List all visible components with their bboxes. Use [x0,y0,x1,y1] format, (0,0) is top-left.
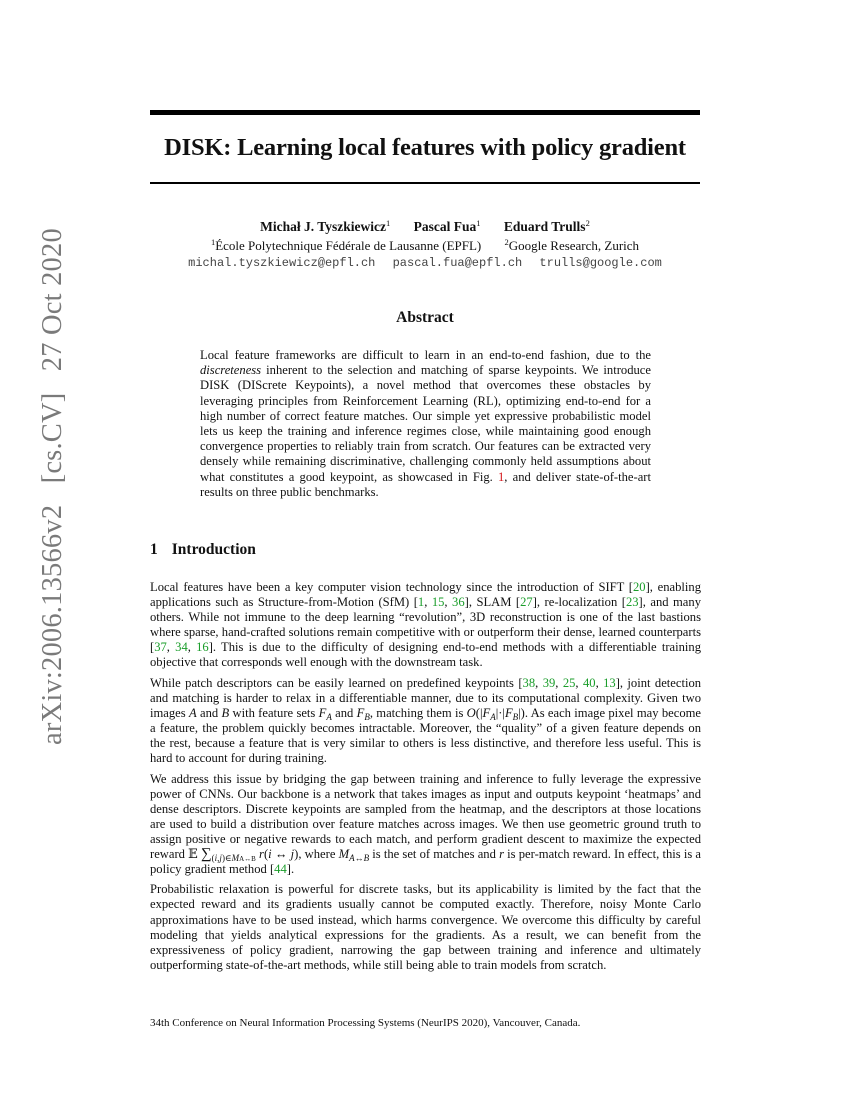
section-heading: 1 Introduction [150,541,256,558]
math-variable: r [499,846,504,861]
citation-link[interactable]: 40 [582,675,596,690]
citation-link[interactable]: 1 [417,595,425,610]
citation-link[interactable]: 36 [452,595,465,610]
text-run: ]. [286,862,295,877]
email[interactable]: michal.tyszkiewicz@epfl.ch [188,256,376,270]
author-list [150,219,700,235]
citation-link[interactable]: 15 [431,595,445,610]
affiliation: $^1$École Polytechnique Fédérale de Lausanne (EPFL) [210,237,482,253]
text-run: ], enabling applications such as Structure-from-Motion (SfM) [ [150,580,701,610]
text-run: , [444,595,453,610]
paragraph [150,772,701,878]
math-expression: $O(|F_A|\cdot|F_B|)$ [466,705,525,722]
citation-link[interactable]: 34 [175,640,188,655]
math-variable: A [188,705,197,720]
citation-link[interactable]: 27 [520,595,533,610]
text-run: , [424,595,432,610]
text-run: , [575,675,583,690]
title-bottom-rule [150,182,700,184]
author: Pascal Fua$^1$ [413,218,481,234]
affiliation: $^2$Google Research, Zurich [504,237,640,253]
text-run: We address this issue by bridging the gap between training and inference to fully leverage the expressive power of CNNs. Our backbone is a network that takes images as input and outputs keypoint ‘heatmaps’ and dense descriptors. Discrete keypoints are sampled from the heatmap, and the descriptors at those locations are used to build a distribution over feature matches across images. We then use geometric ground truth to assign positive or negative rewards to each match, and perform gradient descent to maximize the expected reward [150,771,701,861]
author: Michał J. Tyszkiewicz$^1$ [260,218,391,234]
citation-link[interactable]: 23 [625,595,639,610]
text-run: ], SLAM [ [464,595,521,610]
paragraph [150,882,701,973]
text-run: Probabilistic relaxation is powerful for discrete tasks, but its applicability is limited by the fact that the expected reward and its gradients usually cannot be computed exactly. Therefore, noisy Monte Carlo approximations have to be used instead, which harms convergence. We overcome this difficulty by careful modeling that yields analytical expressions for the gradients. As a result, we can benefit from the expressiveness of policy gradient, narrowing the gap between training and inference and ultimately outperforming state-of-the-art methods, while still being able to train models from scratch. [150,882,701,972]
affiliation-list [150,238,700,254]
citation-link[interactable]: 39 [542,675,556,690]
text-run: and [331,705,357,720]
email-list [150,256,700,270]
text-run: While patch descriptors can be easily learned on predefined keypoints [ [150,675,523,690]
citation-link[interactable]: 16 [196,640,209,655]
text-run: ]. This is due to the difficulty of designing end-to-end methods with a differentiable training objective that corresponds well enough with the downstream task. [150,640,701,670]
text-run: , [187,640,197,655]
text-run: , where [298,846,339,861]
text-run: is the set of matches and [369,846,500,861]
math-variable: B [221,705,230,720]
abstract-body: Local feature frameworks are difficult to learn in an end-to-end fashion, due to the discreteness inherent to the selection and matching of sparse keypoints. We introduce DISK (DIScrete Keypoints), a novel method that overcomes these obstacles by leveraging principles from Reinforcement Learning (RL), optimizing end-to-end for a high number of correct feature matches. Our simple yet expressive probabilistic model lets us keep the training and inference regimes close, while maintaining good enough convergence properties to reliably train from scratch. Our features can be extracted very densely while remaining discriminative, challenging commonly held assumptions about what constitutes a good keypoint, as showcased in Fig. 1, and deliver state-of-the-art results on three public benchmarks. [200,348,651,499]
citation-link[interactable]: 37 [154,640,167,655]
text-run: ], and many others. While not immune to the deep learning “revolution”, 3D reconstruction is one of the last bastions where sparse, hand-crafted solutions remain competitive with or outperform their dense, learned counterparts [ [150,595,701,655]
figure-reference[interactable]: 1 [497,469,505,484]
arxiv-id: arXiv:2006.13566v2 [37,504,68,745]
text-run: , [555,675,563,690]
citation-link[interactable]: 44 [274,862,287,877]
math-expression: $M_{A\leftrightarrow B}$ [338,846,370,863]
text-run: Local features have been a key computer vision technology since the introduction of SIFT [ [150,580,633,594]
arxiv-category: [cs.CV] [37,392,68,484]
citation-link[interactable]: 38 [522,675,536,690]
author: Eduard Trulls$^2$ [503,218,590,234]
abstract-heading: Abstract [396,309,454,326]
title-top-rule [150,110,700,115]
text-run: , [595,675,604,690]
email[interactable]: trulls@google.com [539,256,662,270]
text-run: ], re-localization [ [532,595,626,610]
paper-title: DISK: Learning local features with policy gradient [164,134,686,161]
arxiv-date: 27 Oct 2020 [37,228,68,372]
text-run: . As each image pixel may become a feature, the problem quickly becomes intractable. Moreover, the “quality” of a given feature depends on the rest, because a feature that is very similar to others is less distinctive, and therefore less useful. This is hard to account for during training. [150,705,701,766]
conference-footer: 34th Conference on Neural Information Processing Systems (NeurIPS 2020), Vancouver, Canada. [150,1017,581,1029]
text-run: ], joint detection and matching is harder to relax in a differentiable manner, due to its computational complexity. Given two images [150,675,702,720]
text-run: , [166,640,176,655]
text-run: and [196,705,222,720]
text-run: , matching them is [369,705,467,720]
text-run: with feature sets [229,705,319,720]
math-expression: 𝔼 $\sum_{(i,j)\in MA\leftrightarrow B}$ r(i ↔ j) [188,845,299,863]
citation-link[interactable]: 13 [603,675,616,690]
email[interactable]: pascal.fua@epfl.ch [392,256,523,270]
text-run: , [535,675,543,690]
citation-link[interactable]: 25 [562,675,576,690]
math-expression: $F_A$ [318,705,332,722]
math-expression: $F_B$ [356,705,370,722]
introduction-body [150,580,701,978]
citation-link[interactable]: 20 [633,580,646,594]
text-run: is per-match reward. In effect, this is a policy gradient method [ [150,846,702,877]
arxiv-side-identifier [37,228,69,745]
paragraph [150,580,701,671]
paragraph [150,676,701,767]
